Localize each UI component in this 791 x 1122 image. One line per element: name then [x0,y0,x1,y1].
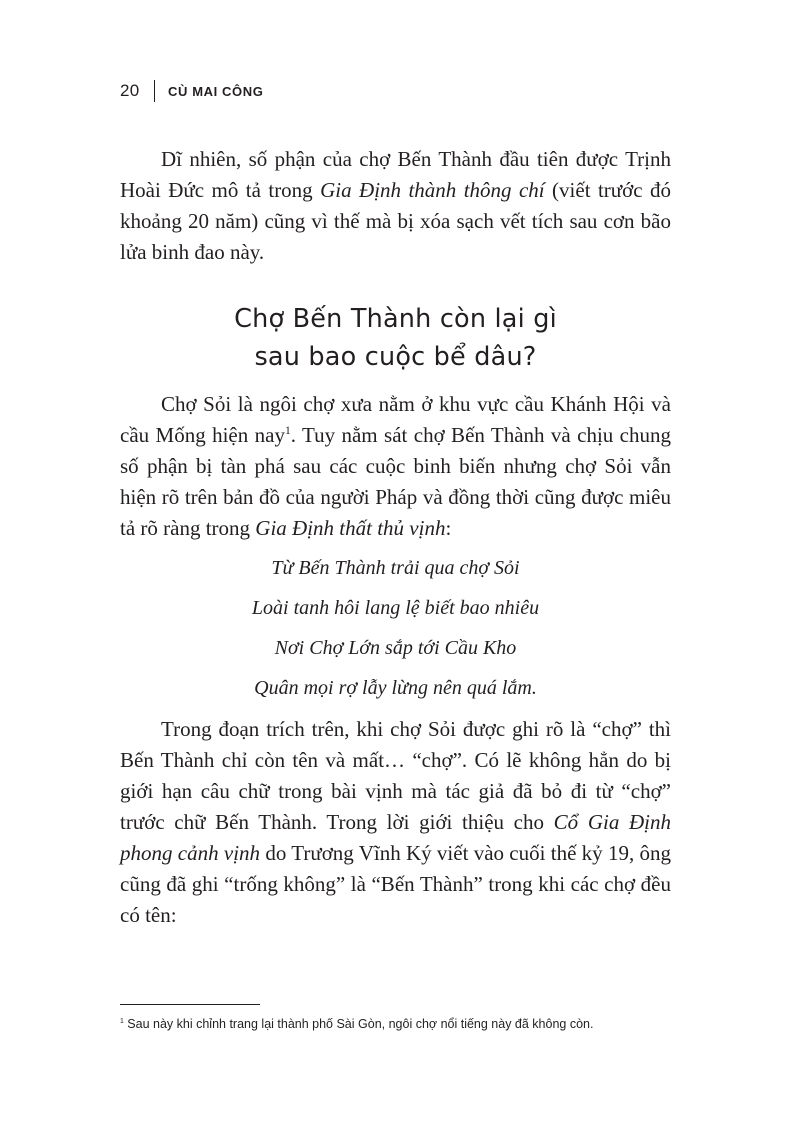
verse-line: Từ Bến Thành trải qua chợ Sỏi [271,557,520,579]
running-head-author: CÙ MAI CÔNG [168,83,264,99]
section-heading-line-2: sau bao cuộc bể dâu? [254,342,537,372]
footnote [120,1016,680,1032]
book-title-gia-dinh-thanh-thong-chi: Gia Định thành thông chí [320,178,545,202]
paragraph-2-text-a: Chợ Sỏi là ngôi chợ xưa nằm ở khu vực cầu Khánh Hội và cầu Mống hiện nay [120,392,671,447]
paragraph-1-text-a: Dĩ nhiên, số phận của chợ Bến Thành đầu tiên được Trịnh Hoài Đức mô tả trong [120,147,671,202]
section-heading [120,300,671,376]
footnote-text: Sau này khi chỉnh trang lại thành phố Sài Gòn, ngôi chợ nổi tiếng này đã không còn. [123,1017,594,1031]
section-heading-line-1: Chợ Bến Thành còn lại gì [234,304,557,334]
paragraph-3-text-a: Trong đoạn trích trên, khi chợ Sỏi được ghi rõ là “chợ” thì Bến Thành chỉ còn tên và mất… “chợ”. Có lẽ không hẳn do bị giới hạn câu chữ trong bài vịnh mà tác giả đã bỏ đi từ “chợ” trước chữ Bến Thành. Trong lời giới thiệu cho [120,717,671,834]
footnote-marker: 1 [120,1018,124,1026]
book-title-gia-dinh-that-thu-vinh: Gia Định thất thủ vịnh [255,516,446,540]
header-divider [154,80,156,102]
paragraph-2-text-b: . Tuy nằm sát chợ Bến Thành và chịu chung số phận bị tàn phá sau các cuộc binh biến nhưng chợ Sỏi vẫn hiện rõ trên bản đồ của người Pháp và đồng thời cũng được miêu tả rõ ràng trong [120,423,672,540]
verse-line: Nơi Chợ Lớn sắp tới Cầu Kho [274,637,517,659]
footnote-separator [120,1004,260,1005]
running-header [120,80,263,102]
verse-line: Quân mọi rợ lẫy lừng nên quá lắm. [254,677,537,699]
book-title-co-gia-dinh-phong-canh-vinh: Cổ Gia Định phong cảnh vịnh [120,810,671,865]
verse-line: Loài tanh hôi lang lệ biết bao nhiêu [251,597,540,619]
page-number: 20 [120,81,140,100]
verse-quote [120,554,671,714]
paragraph-1-text-b: (viết trước đó khoảng 20 năm) cũng vì thế mà bị xóa sạch vết tích sau cơn bão lửa binh đao này. [120,178,672,264]
paragraph-2 [120,389,671,544]
paragraph-1 [120,144,671,268]
footnote-reference: 1 [284,424,291,437]
paragraph-3 [120,714,671,931]
paragraph-3-text-b: do Trương Vĩnh Ký viết vào cuối thế kỷ 19, ông cũng đã ghi “trống không” là “Bến Thành” trong khi các chợ đều có tên: [120,841,671,927]
paragraph-2-text-c: : [445,516,452,540]
